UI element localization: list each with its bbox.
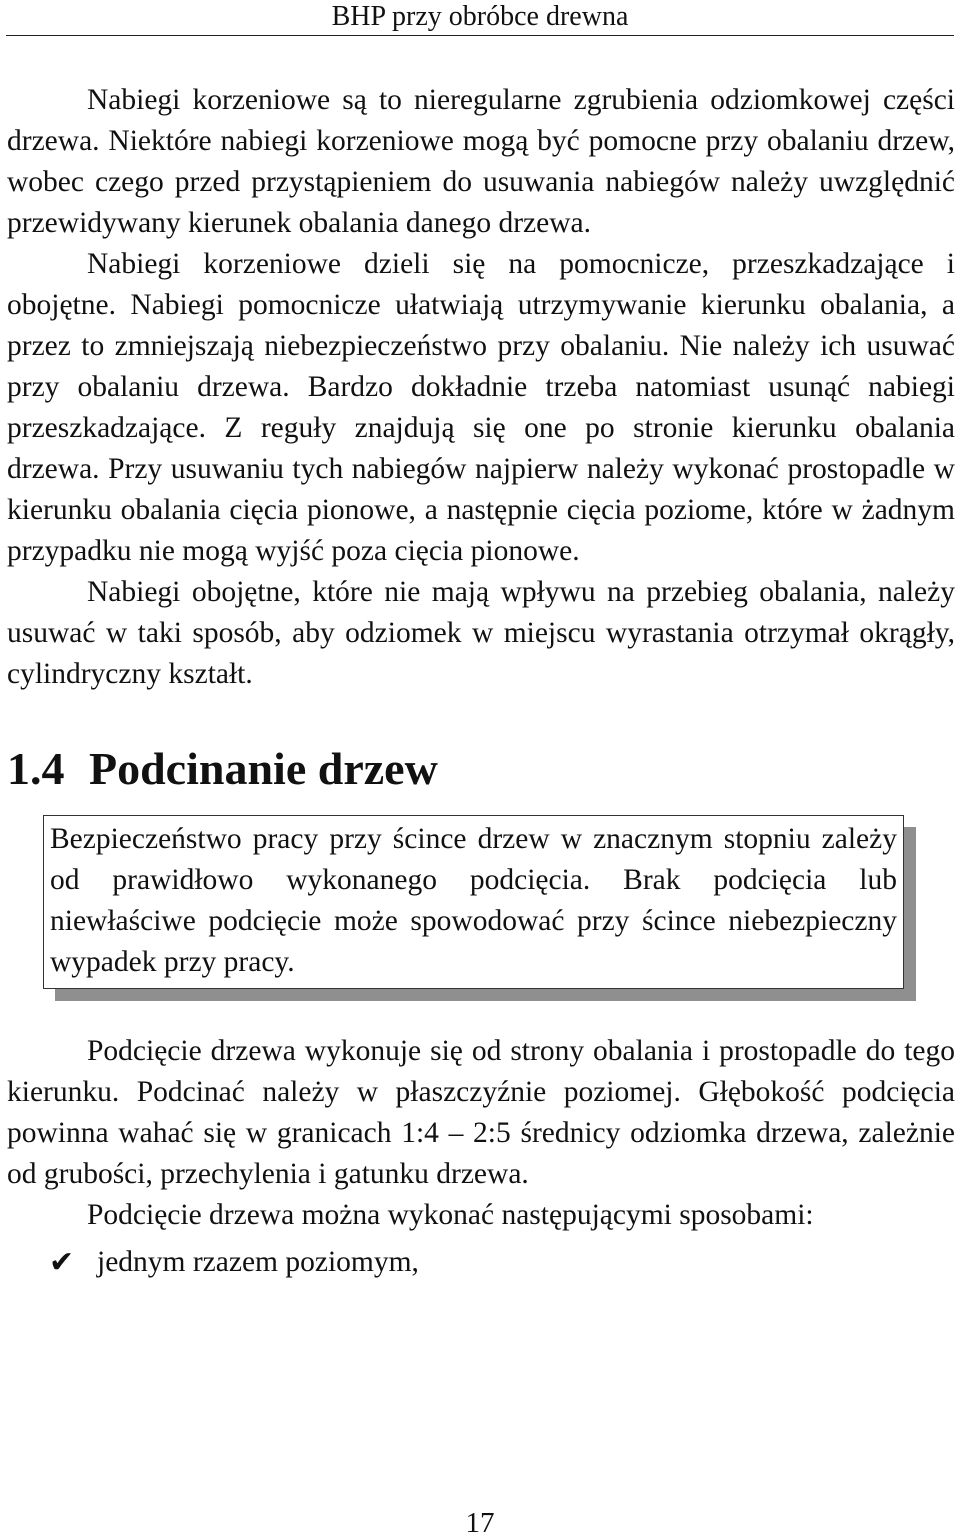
callout-box: [43, 815, 904, 989]
check-icon: ✔: [49, 1245, 75, 1280]
section-number: 1.4: [7, 743, 65, 794]
paragraph-flare-types: Nabiegi korzeniowe dzieli się na pomocnicze, przeszkadzające i obojętne. Nabiegi pomocnicze ułatwiają utrzymywanie kierunku obalania, a przez to zmniejszają niebezpieczeństwo przy obalaniu. Nie należy ich usuwać przy obalaniu drzewa. Bardzo dokładnie trzeba natomiast usunąć nabiegi przeszkadzające. Z reguły znajdują się one po stronie kierunku obalania drzewa. Przy usuwaniu tych nabiegów najpierw należy wykonać prostopadle w kierunku obalania cięcia pionowe, a następnie cięcia poziome, które w żadnym przypadku nie mogą wyjść poza cięcia pionowe.: [7, 248, 955, 567]
running-header-title: BHP przy obróbce drewna: [331, 1, 629, 32]
list-item-text: jednym rzazem poziomym,: [97, 1246, 419, 1278]
safety-callout: [43, 815, 904, 1001]
header-divider: [6, 35, 954, 36]
list-item: [7, 1242, 955, 1283]
paragraph-neutral-flares: Nabiegi obojętne, które nie mają wpływu na przebieg obalania, należy usuwać w taki sposób, aby odziomek w miejscu wyrastania otrzymał okrągły, cylindryczny kształt.: [7, 576, 955, 690]
paragraph-root-flares: Nabiegi korzeniowe są to nieregularne zgrubienia odziomkowej części drzewa. Niektóre nabiegi korzeniowe mogą być pomocne przy obalaniu drzew, wobec czego przed przystąpieniem do usuwania nabiegów należy uwzględnić przewidywany kierunek obalania danego drzewa.: [7, 84, 955, 239]
paragraph-undercut-method: Podcięcie drzewa wykonuje się od strony obalania i prostopadle do tego kierunku. Podcinać należy w płaszczyźnie poziomej. Głębokość podcięcia powinna wahać się w granicach 1:4 – 2:5 średnicy odziomka drzewa, zależnie od grubości, przechylenia i gatunku drzewa.: [7, 1035, 955, 1190]
page-body: [7, 80, 955, 1283]
paragraph-undercut-ways: Podcięcie drzewa można wykonać następującymi sposobami:: [87, 1199, 814, 1231]
section-title: Podcinanie drzew: [89, 743, 438, 794]
page-number: 17: [465, 1507, 495, 1539]
section-heading: [7, 741, 955, 797]
callout-text: Bezpieczeństwo pracy przy ścince drzew w znacznym stopniu zależy od prawidłowo wykonanego podcięcia. Brak podcięcia lub niewłaściwe podcięcie może spowodować przy ścince niebezpieczny wypadek przy pracy.: [50, 823, 897, 978]
